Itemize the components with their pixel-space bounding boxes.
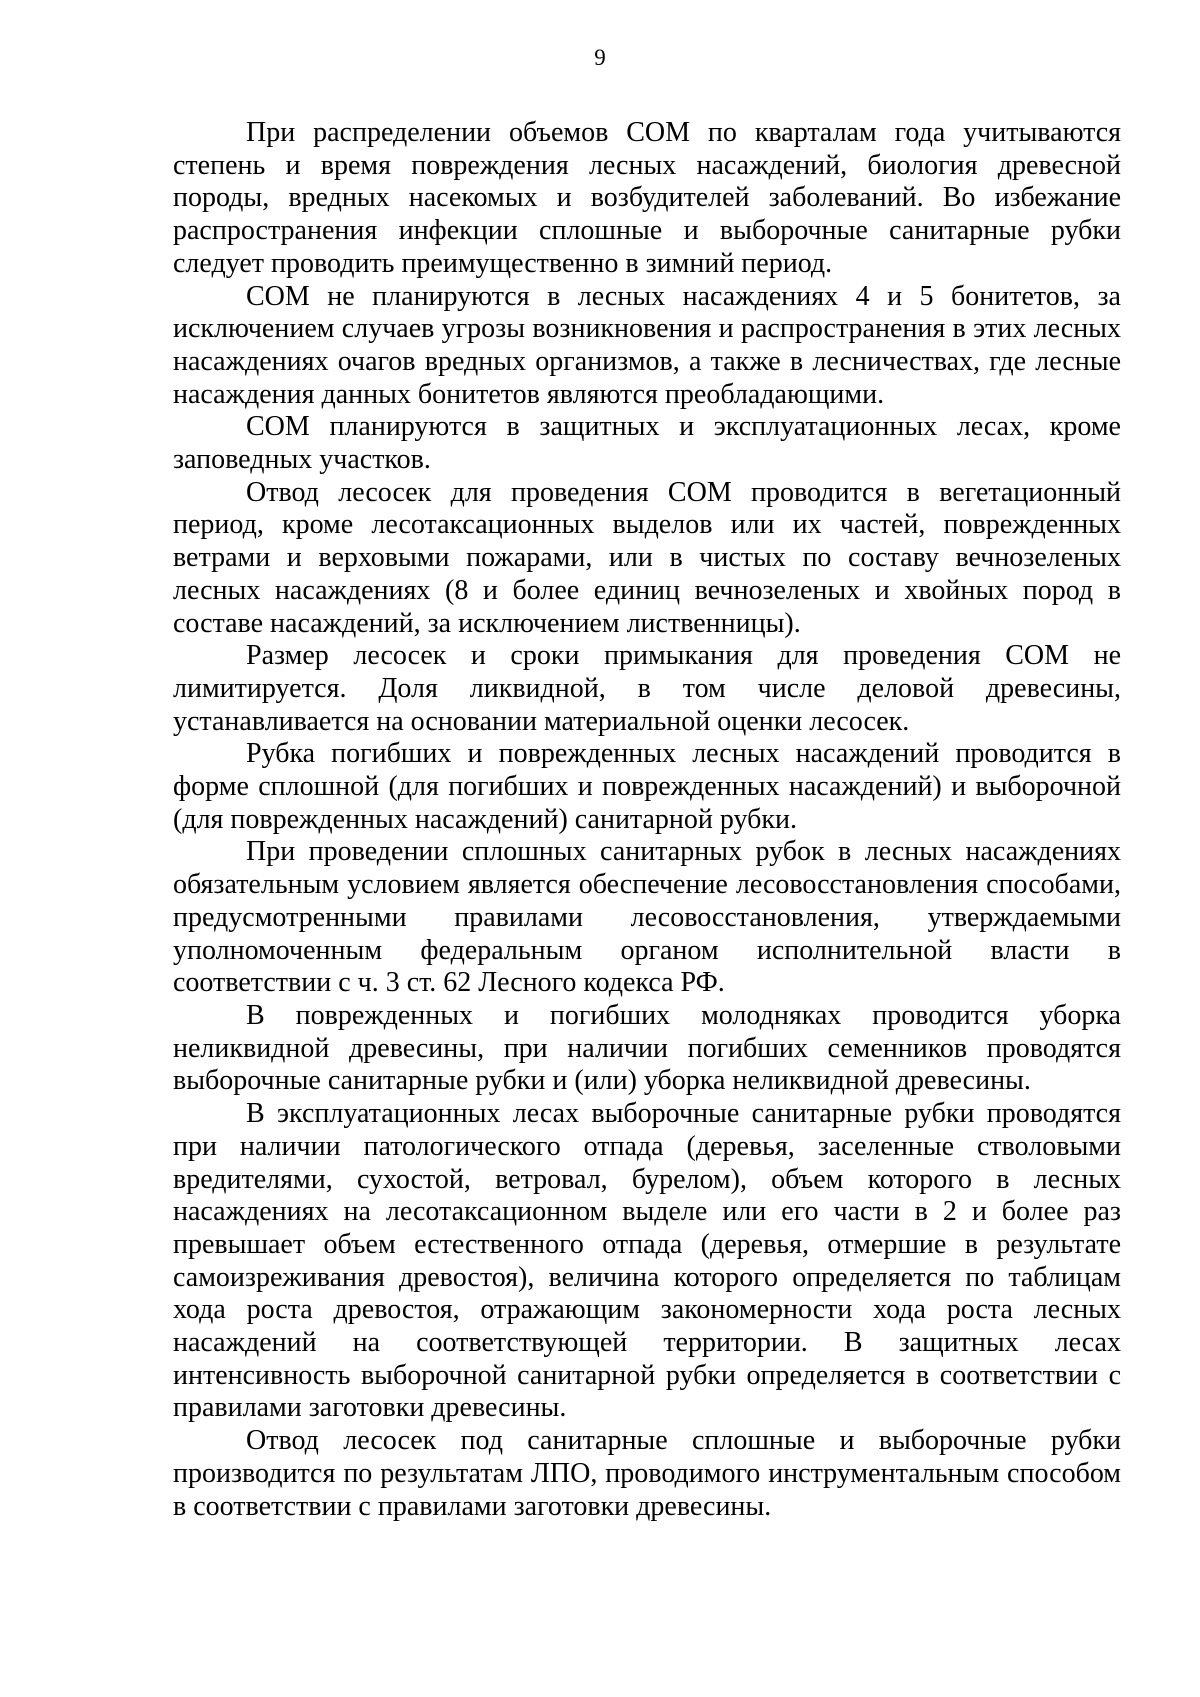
paragraph-7: При проведении сплошных санитарных рубок в лесных насаждениях обязательным условием является обеспечение лесовосстановления способами, предусмотренными правилами лесовосстановления, утверждаемыми уполномоченным федеральным органом исполнительной власти в соответствии с ч. 3 ст. 62 Лесного кодекса РФ. bbox=[173, 836, 1121, 999]
paragraph-10: Отвод лесосек под санитарные сплошные и выборочные рубки производится по результатам ЛПО, проводимого инструментальным способом в соответствии с правилами заготовки древесины. bbox=[173, 1425, 1121, 1522]
paragraph-5: Размер лесосек и сроки примыкания для проведения СОМ не лимитируется. Доля ликвидной, в том числе деловой древесины, устанавливается на основании материальной оценки лесосек. bbox=[173, 640, 1121, 737]
paragraph-8: В поврежденных и погибших молодняках проводится уборка неликвидной древесины, при наличии погибших семенников проводятся выборочные санитарные рубки и (или) уборка неликвидной древесины. bbox=[173, 999, 1121, 1097]
paragraph-6: Рубка погибших и поврежденных лесных насаждений проводится в форме сплошной (для погибших и поврежденных насаждений) и выборочной (для поврежденных насаждений) санитарной рубки. bbox=[173, 738, 1121, 835]
page-number: 9 bbox=[594, 45, 606, 70]
paragraph-9: В эксплуатационных лесах выборочные санитарные рубки проводятся при наличии патологического отпада (деревья, заселенные стволовыми вредителями, сухостой, ветровал, бурелом), объем которого в лесных насаждениях на лесотаксационном выделе или его части в 2 и более раз превышает объем естественного отпада (деревья, отмершие в результате самоизреживания древостоя), величина которого определяется по таблицам хода роста древостоя, отражающим закономерности хода роста лесных насаждений на соответствующей территории. В защитных лесах интенсивность выборочной санитарной рубки определяется в соответствии с правилами заготовки древесины. bbox=[173, 1098, 1121, 1424]
paragraph-2: СОМ не планируются в лесных насаждениях 4 и 5 бонитетов, за исключением случаев угрозы возникновения и распространения в этих лесных насаждениях очагов вредных организмов, а также в лесничествах, где лесные насаждения данных бонитетов являются преобладающими. bbox=[173, 280, 1121, 410]
paragraph-3: СОМ планируются в защитных и эксплуатационных лесах, кроме заповедных участков. bbox=[173, 411, 1121, 476]
paragraph-4: Отвод лесосек для проведения СОМ проводится в вегетационный период, кроме лесотаксационных выделов или их частей, поврежденных ветрами и верховыми пожарами, или в чистых по составу вечнозеленых лесных насаждениях (8 и более единиц вечнозеленых и хвойных пород в составе насаждений, за исключением лиственницы). bbox=[173, 476, 1121, 639]
document-body bbox=[173, 117, 1121, 1523]
paragraph-1: При распределении объемов СОМ по кварталам года учитываются степень и время повреждения лесных насаждений, биология древесной породы, вредных насекомых и возбудителей заболеваний. Во избежание распространения инфекции сплошные и выборочные санитарные рубки следует проводить преимущественно в зимний период. bbox=[173, 117, 1121, 279]
